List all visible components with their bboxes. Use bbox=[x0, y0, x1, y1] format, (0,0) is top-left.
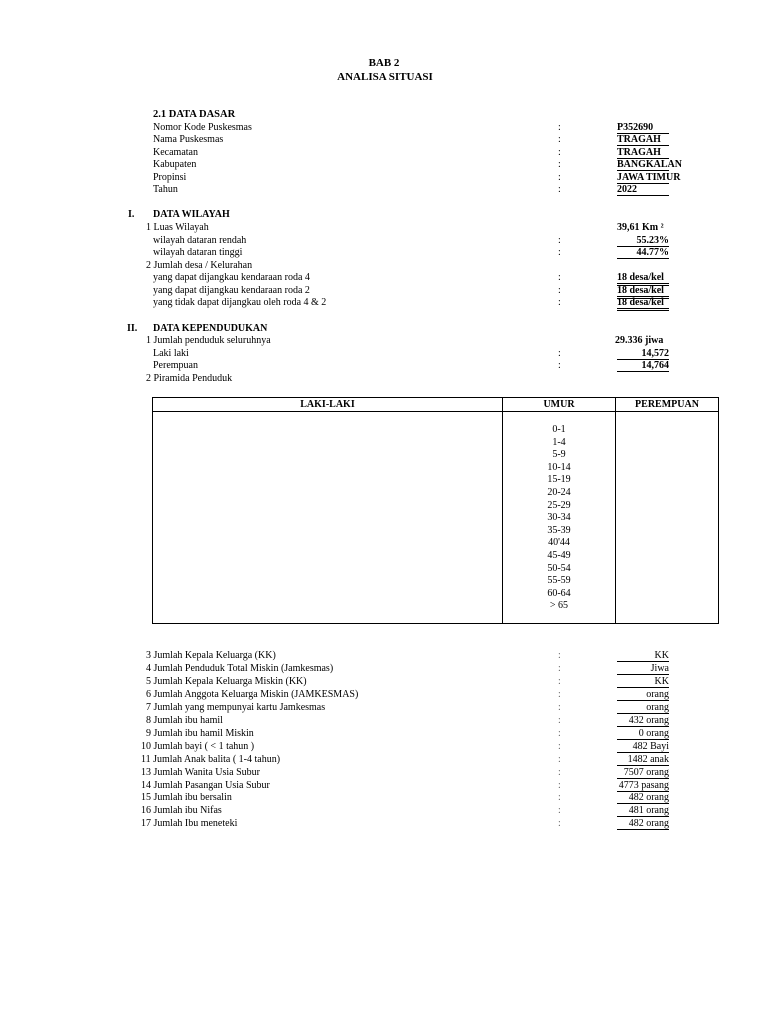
list-item-label: 5 Jumlah Kepala Keluarga Miskin (KK) bbox=[146, 676, 307, 687]
colon: : bbox=[558, 134, 561, 145]
list-item-label: 4 Jumlah Penduduk Total Miskin (Jamkesmas) bbox=[146, 663, 334, 674]
dataran-tinggi-label: wilayah dataran tinggi bbox=[153, 247, 243, 258]
list-item-value: KK bbox=[617, 676, 669, 688]
age-group-label: 35-39 bbox=[547, 524, 571, 536]
colon: : bbox=[558, 805, 561, 816]
dataran-rendah-label: wilayah dataran rendah bbox=[153, 235, 247, 246]
population-pyramid-table bbox=[152, 397, 719, 624]
colon: : bbox=[558, 348, 561, 359]
field-label-nama: Nama Puskesmas bbox=[153, 134, 224, 145]
colon: : bbox=[558, 650, 561, 661]
list-item-value: Jiwa bbox=[617, 663, 669, 675]
list-item-value: 482 orang bbox=[617, 818, 669, 830]
colon: : bbox=[558, 159, 561, 170]
colon: : bbox=[558, 247, 561, 258]
chapter-number: BAB 2 bbox=[368, 57, 400, 69]
field-value-kabupaten: BANGKALAN bbox=[617, 159, 683, 170]
colon: : bbox=[558, 702, 561, 713]
tidak-dijangkau-value: 18 desa/kel bbox=[617, 297, 669, 311]
age-group-label: 0-1 bbox=[552, 424, 566, 435]
field-value-kode: P352690 bbox=[617, 122, 669, 134]
list-item-label: 6 Jumlah Anggota Keluarga Miskin (JAMKESMAS) bbox=[146, 689, 359, 700]
roda2-label: yang dapat dijangkau kendaraan roda 2 bbox=[153, 285, 310, 296]
column-header-perempuan: PEREMPUAN bbox=[616, 398, 718, 412]
piramida-label: 2 Piramida Penduduk bbox=[146, 373, 233, 384]
field-label-propinsi: Propinsi bbox=[153, 172, 187, 183]
field-label-kabupaten: Kabupaten bbox=[153, 159, 197, 170]
field-value-nama: TRAGAH bbox=[617, 134, 669, 146]
list-item-label: 10 Jumlah bayi ( < 1 tahun ) bbox=[141, 741, 255, 752]
dataran-rendah-value: 55.23% bbox=[617, 235, 669, 247]
roda4-label: yang dapat dijangkau kendaraan roda 4 bbox=[153, 272, 310, 283]
age-group-label: 5-9 bbox=[552, 449, 566, 461]
field-value-tahun: 2022 bbox=[617, 184, 669, 196]
list-item-label: 7 Jumlah yang mempunyai kartu Jamkesmas bbox=[146, 702, 326, 713]
age-group-label: 10-14 bbox=[547, 461, 571, 473]
luas-label: 1 Luas Wilayah bbox=[146, 222, 209, 233]
age-group-label: 1-4 bbox=[552, 436, 566, 448]
list-item-label: 16 Jumlah ibu Nifas bbox=[141, 805, 222, 816]
list-item-value: 482 orang bbox=[617, 792, 669, 804]
age-group-label: 15-19 bbox=[547, 474, 571, 486]
roda2-value: 18 desa/kel bbox=[617, 285, 669, 299]
colon: : bbox=[558, 818, 561, 829]
list-item-value: 432 orang bbox=[617, 715, 669, 727]
colon: : bbox=[558, 792, 561, 803]
list-item-value: orang bbox=[617, 702, 669, 714]
list-item-value: 482 Bayi bbox=[617, 741, 669, 753]
perempuan-label: Perempuan bbox=[153, 360, 198, 371]
laki-label: Laki laki bbox=[153, 348, 189, 359]
field-value-kecamatan: TRAGAH bbox=[617, 147, 669, 159]
list-item-value: orang bbox=[617, 689, 669, 701]
column-divider bbox=[615, 398, 616, 623]
list-item-label: 11 Jumlah Anak balita ( 1-4 tahun) bbox=[141, 754, 281, 765]
field-value-propinsi: JAWA TIMUR bbox=[617, 172, 681, 183]
section-number-wilayah: I. bbox=[128, 209, 135, 220]
colon: : bbox=[558, 272, 561, 283]
section-title-kependudukan: DATA KEPENDUDUKAN bbox=[153, 323, 268, 334]
colon: : bbox=[558, 676, 561, 687]
list-item-value: 0 orang bbox=[617, 728, 669, 740]
column-header-umur: UMUR bbox=[503, 398, 615, 412]
age-group-label: 25-29 bbox=[547, 499, 571, 511]
colon: : bbox=[558, 715, 561, 726]
list-item-label: 15 Jumlah ibu bersalin bbox=[141, 792, 232, 803]
luas-value: 39,61 Km ² bbox=[617, 222, 664, 233]
colon: : bbox=[558, 663, 561, 674]
column-header-laki-laki: LAKI-LAKI bbox=[153, 398, 502, 412]
age-group-list bbox=[503, 424, 615, 613]
field-label-kecamatan: Kecamatan bbox=[153, 147, 198, 158]
list-item-label: 14 Jumlah Pasangan Usia Subur bbox=[141, 780, 270, 791]
list-item-label: 8 Jumlah ibu hamil bbox=[146, 715, 223, 726]
field-label-tahun: Tahun bbox=[153, 184, 178, 195]
age-group-label: 50-54 bbox=[547, 562, 571, 574]
age-group-label: 55-59 bbox=[547, 575, 571, 587]
colon: : bbox=[558, 728, 561, 739]
list-item-label: 17 Jumlah Ibu meneteki bbox=[141, 818, 238, 829]
chapter-title: ANALISA SITUASI bbox=[337, 71, 433, 83]
colon: : bbox=[558, 285, 561, 296]
colon: : bbox=[558, 360, 561, 371]
list-item-value: KK bbox=[617, 650, 669, 662]
age-group-label: 20-24 bbox=[547, 486, 571, 498]
colon: : bbox=[558, 741, 561, 752]
colon: : bbox=[558, 767, 561, 778]
total-penduduk-value: 29.336 jiwa bbox=[615, 335, 664, 346]
colon: : bbox=[558, 689, 561, 700]
laki-value: 14,572 bbox=[617, 348, 669, 360]
list-item-value: 4773 pasang bbox=[618, 780, 669, 791]
age-group-label: > 65 bbox=[549, 600, 569, 612]
colon: : bbox=[558, 235, 561, 246]
total-penduduk-label: 1 Jumlah penduduk seluruhnya bbox=[146, 335, 271, 346]
age-group-label: 30-34 bbox=[547, 512, 571, 524]
colon: : bbox=[558, 184, 561, 195]
age-group-label: 60-64 bbox=[547, 587, 571, 599]
section-title-data-dasar: 2.1 DATA DASAR bbox=[153, 109, 236, 120]
list-item-value: 481 orang bbox=[617, 805, 669, 817]
colon: : bbox=[558, 297, 561, 308]
list-item-value: 7507 orang bbox=[617, 767, 669, 779]
list-item-value: 1482 anak bbox=[617, 754, 669, 766]
list-item-label: 13 Jumlah Wanita Usia Subur bbox=[141, 767, 260, 778]
list-item-label: 9 Jumlah ibu hamil Miskin bbox=[146, 728, 254, 739]
field-label-kode: Nomor Kode Puskesmas bbox=[153, 122, 252, 133]
colon: : bbox=[558, 147, 561, 158]
desa-label: 2 Jumlah desa / Kelurahan bbox=[146, 260, 253, 271]
colon: : bbox=[558, 172, 561, 183]
section-title-wilayah: DATA WILAYAH bbox=[153, 209, 230, 220]
dataran-tinggi-value: 44.77% bbox=[617, 247, 669, 259]
tidak-dijangkau-label: yang tidak dapat dijangkau oleh roda 4 & 2 bbox=[153, 297, 327, 308]
age-group-label: 45-49 bbox=[547, 549, 571, 561]
age-group-label: 40'44 bbox=[548, 537, 570, 549]
perempuan-value: 14,764 bbox=[617, 360, 669, 372]
colon: : bbox=[558, 122, 561, 133]
list-item-label: 3 Jumlah Kepala Keluarga (KK) bbox=[146, 650, 276, 661]
colon: : bbox=[558, 754, 561, 765]
colon: : bbox=[558, 780, 561, 791]
section-number-kependudukan: II. bbox=[127, 323, 138, 334]
roda4-value: 18 desa/kel bbox=[617, 272, 669, 286]
